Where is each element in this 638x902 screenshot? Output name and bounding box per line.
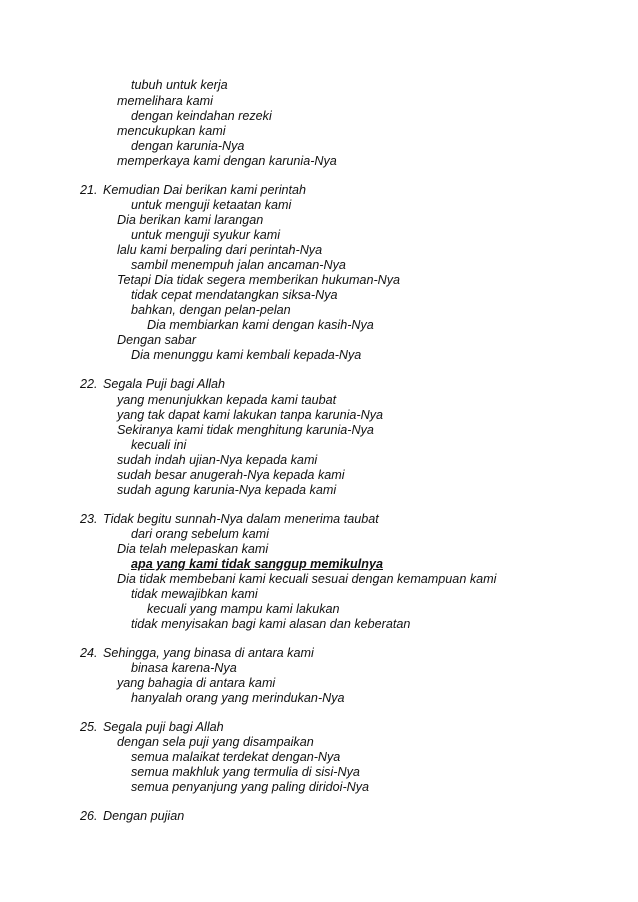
text-line: Dia membiarkan kami dengan kasih-Nya bbox=[147, 318, 374, 332]
text-line: Sekiranya kami tidak menghitung karunia-Nya bbox=[117, 423, 374, 437]
text-line: semua malaikat terdekat dengan-Nya bbox=[131, 750, 341, 764]
stanza-number: 25. bbox=[80, 720, 98, 734]
text-line: kecuali ini bbox=[131, 438, 187, 452]
text-line: lalu kami berpaling dari perintah-Nya bbox=[117, 243, 323, 257]
stanza-number: 23. bbox=[80, 512, 98, 526]
text-line: yang tak dapat kami lakukan tanpa karunia-Nya bbox=[117, 408, 384, 422]
text-line: Segala puji bagi Allah bbox=[103, 720, 224, 734]
text-line: Dia telah melepaskan kami bbox=[117, 542, 269, 556]
text-line: Tidak begitu sunnah-Nya dalam menerima taubat bbox=[103, 512, 379, 526]
text-line: untuk menguji ketaatan kami bbox=[131, 198, 292, 212]
text-line: yang bahagia di antara kami bbox=[117, 676, 276, 690]
text-line: binasa karena-Nya bbox=[131, 661, 237, 675]
text-line: tidak cepat mendatangkan siksa-Nya bbox=[131, 288, 338, 302]
text-line: bahkan, dengan pelan-pelan bbox=[131, 303, 291, 317]
stanza-heading bbox=[80, 646, 314, 661]
text-line: Dengan sabar bbox=[117, 333, 197, 347]
stanza-number: 26. bbox=[80, 809, 98, 823]
text-line: sambil menempuh jalan ancaman-Nya bbox=[131, 258, 346, 272]
text-line: Sehingga, yang binasa di antara kami bbox=[103, 646, 314, 660]
stanza-heading bbox=[80, 377, 225, 392]
text-line: dengan karunia-Nya bbox=[131, 139, 245, 153]
text-line: sudah indah ujian-Nya kepada kami bbox=[117, 453, 318, 467]
text-line: Dia tidak membebani kami kecuali sesuai dengan kemampuan kami bbox=[117, 572, 497, 586]
text-line: Tetapi Dia tidak segera memberikan hukuman-Nya bbox=[117, 273, 401, 287]
emphasized-line: apa yang kami tidak sanggup memikulnya bbox=[131, 557, 383, 571]
text-line: memperkaya kami dengan karunia-Nya bbox=[117, 154, 337, 168]
stanza-number: 21. bbox=[80, 183, 98, 197]
text-line: dengan keindahan rezeki bbox=[131, 109, 272, 123]
text-line: tidak menyisakan bagi kami alasan dan keberatan bbox=[131, 617, 411, 631]
text-line: Kemudian Dai berikan kami perintah bbox=[103, 183, 307, 197]
stanza-heading bbox=[80, 512, 379, 527]
stanza-heading bbox=[80, 720, 224, 735]
stanza-heading bbox=[80, 183, 306, 198]
text-line: sudah besar anugerah-Nya kepada kami bbox=[117, 468, 345, 482]
text-line: kecuali yang mampu kami lakukan bbox=[147, 602, 340, 616]
text-line: tidak mewajibkan kami bbox=[131, 587, 258, 601]
text-line: Dia berikan kami larangan bbox=[117, 213, 264, 227]
text-line: Dengan pujian bbox=[103, 809, 185, 823]
text-line: Dia menunggu kami kembali kepada-Nya bbox=[131, 348, 362, 362]
text-line: Segala Puji bagi Allah bbox=[103, 377, 226, 391]
text-line: tubuh untuk kerja bbox=[131, 78, 228, 92]
text-line: hanyalah orang yang merindukan-Nya bbox=[131, 691, 345, 705]
stanza-heading bbox=[80, 809, 184, 824]
stanza-number: 22. bbox=[80, 377, 98, 391]
text-line: semua penyanjung yang paling diridoi-Nya bbox=[131, 780, 370, 794]
text-line: dengan sela puji yang disampaikan bbox=[117, 735, 314, 749]
stanza-number: 24. bbox=[80, 646, 98, 660]
text-line: yang menunjukkan kepada kami taubat bbox=[117, 393, 337, 407]
text-line: dari orang sebelum kami bbox=[131, 527, 269, 541]
text-line: sudah agung karunia-Nya kepada kami bbox=[117, 483, 337, 497]
text-line: mencukupkan kami bbox=[117, 124, 226, 138]
text-line: semua makhluk yang termulia di sisi-Nya bbox=[131, 765, 360, 779]
text-line: untuk menguji syukur kami bbox=[131, 228, 281, 242]
text-line: memelihara kami bbox=[117, 94, 213, 108]
